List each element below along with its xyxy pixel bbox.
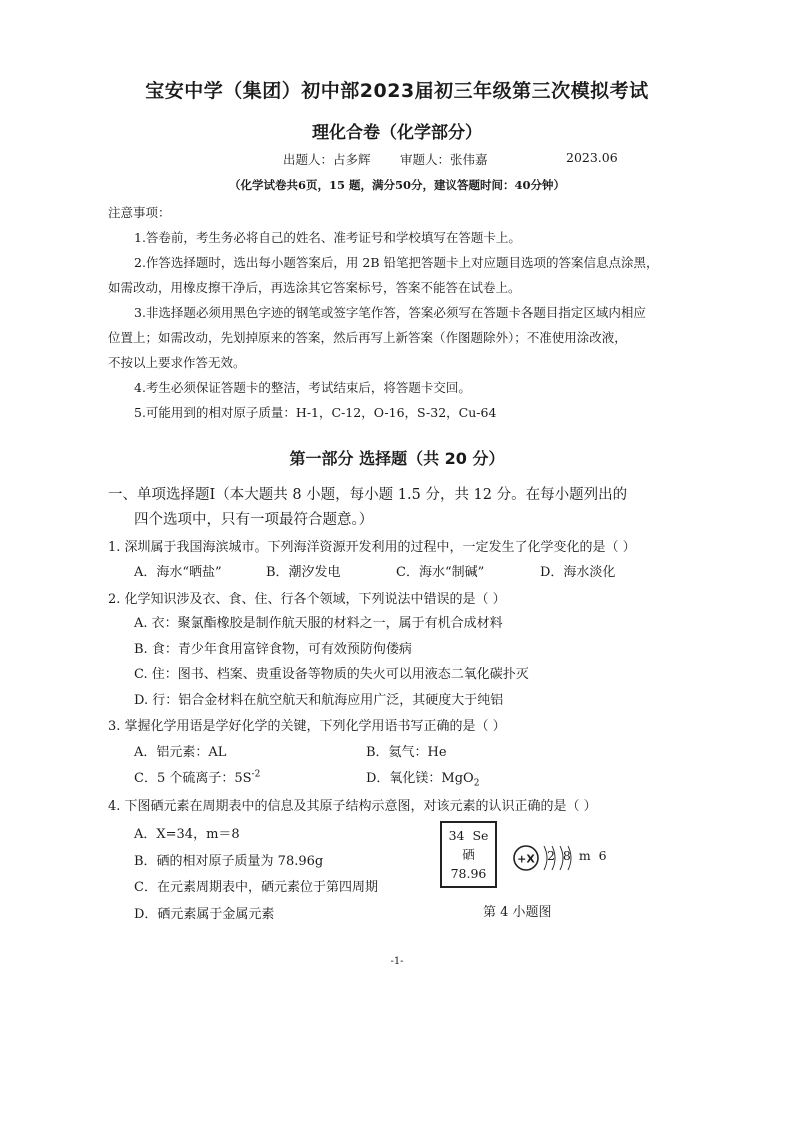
- q3-option-d: D．氧化镁：MgO$_2$: [366, 771, 480, 789]
- page-number: -1-: [390, 956, 404, 967]
- q4-option-d: D．硒元素属于金属元素: [134, 907, 275, 922]
- element-name: 硒: [462, 847, 475, 862]
- q2-option-b: B. 食：青少年食用富锌食物，可有效预防佝偻病: [134, 642, 412, 657]
- q3-option-a: A．铝元素：AL: [134, 745, 227, 760]
- atomic-mass: 78.96: [450, 866, 487, 881]
- q3-option-c: C．5 个硫离子：$5S^{-2}$: [134, 769, 261, 786]
- nucleus-icon: [512, 844, 540, 872]
- question-1-stem: 1. 深圳属于我国海滨城市。下列海洋资源开发利用的过程中，一定发生了化学变化的是（ ）: [108, 540, 636, 555]
- nucleus-charge: +X: [517, 852, 535, 866]
- q3-option-b: B．氦气：He: [366, 745, 447, 760]
- setter-label: 出题人：占多辉: [283, 152, 371, 167]
- q2-option-a: A. 衣：聚氯酯橡胶是制作航天服的材料之一，属于有机合成材料: [134, 616, 503, 631]
- q4-option-b: B．硒的相对原子质量为 78.96g: [134, 854, 324, 869]
- q4-option-a: A．X=34，m＝8: [134, 827, 240, 842]
- figure-caption: 第 4 小题图: [483, 905, 552, 920]
- notice-item: 不按以上要求作答无效。: [108, 355, 246, 370]
- notice-item: 2.作答选择题时，选出每小题答案后，用 2B 铅笔把答题卡上对应题目选项的答案信息点涂黑，: [134, 255, 659, 270]
- question-2-stem: 2. 化学知识涉及衣、食、住、行各个领域，下列说法中错误的是（ ）: [108, 592, 506, 607]
- q1-option-d: D．海水淡化: [540, 565, 616, 580]
- part-title: 第一部分 选择题（共 20 分）: [289, 449, 505, 468]
- notice-item: 5.可能用到的相对原子质量：H-1，C-12，O-16，S-32，Cu-64: [134, 405, 497, 420]
- exam-title: 宝安中学（集团）初中部2023届初三年级第三次模拟考试: [145, 80, 649, 102]
- notice-item: 位置上；如需改动，先划掉原来的答案，然后再写上新答案（作图题除外）；不准使用涂改液，: [108, 330, 627, 345]
- exam-date: 2023.06: [566, 150, 618, 165]
- notice-heading: 注意事项：: [108, 205, 171, 220]
- question-4-stem: 4. 下图硒元素在周期表中的信息及其原子结构示意图，对该元素的认识正确的是（ ）: [108, 799, 597, 814]
- notice-item: 3.非选择题必须用黑色字迹的钢笔或签字笔作答，答案必须写在答题卡各题目指定区域内相应: [134, 305, 646, 320]
- question-3-stem: 3. 掌握化学用语是学好化学的关键，下列化学用语书写正确的是（ ）: [108, 719, 506, 734]
- exam-subtitle: 理化合卷（化学部分）: [312, 123, 482, 143]
- section-heading-cont: 四个选项中，只有一项最符合题意。）: [134, 512, 374, 528]
- notice-item: 如需改动，用橡皮擦干净后，再选涂其它答案标号，答案不能答在试卷上。: [108, 280, 521, 295]
- reviewer-label: 审题人：张伟嘉: [400, 152, 488, 167]
- notice-item: 4.考生必须保证答题卡的整洁，考试结束后，将答题卡交回。: [134, 380, 471, 395]
- q1-option-a: A．海水“晒盐”: [134, 565, 222, 580]
- electron-shells: 2 8 m 6: [547, 848, 609, 863]
- periodic-table-cell: [440, 821, 497, 888]
- q4-option-c: C．在元素周期表中，硒元素位于第四周期: [134, 880, 378, 895]
- q2-option-c: C. 住：图书、档案、贵重设备等物质的失火可以用液态二氧化碳扑灭: [134, 667, 529, 682]
- notice-item: 1.答卷前，考生务必将自己的姓名、准考证号和学校填写在答题卡上。: [134, 230, 521, 245]
- exam-info: （化学试卷共6页，15 题，满分50分，建议答题时间：40分钟）: [228, 178, 565, 192]
- atomic-number: 34: [448, 828, 465, 843]
- q1-option-c: C．海水“制碱”: [396, 565, 485, 580]
- element-symbol: Se: [472, 828, 489, 843]
- q1-option-b: B．潮汐发电: [266, 565, 341, 580]
- q2-option-d: D. 行：铝合金材料在航空航天和航海应用广泛，其硬度大于纯铝: [134, 693, 504, 708]
- section-heading: 一、单项选择题Ⅰ（本大题共 8 小题，每小题 1.5 分，共 12 分。在每小题列出的: [108, 487, 628, 503]
